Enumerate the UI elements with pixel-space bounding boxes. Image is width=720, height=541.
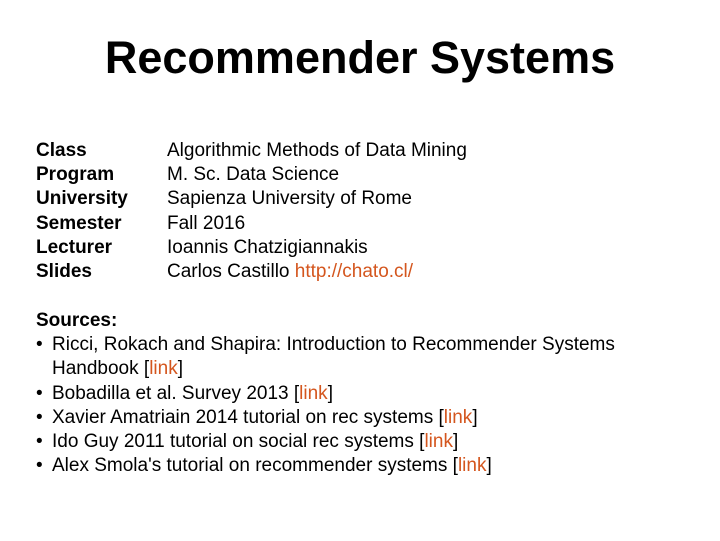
info-value: Algorithmic Methods of Data Mining bbox=[167, 140, 467, 161]
slide-title: Recommender Systems bbox=[104, 32, 616, 83]
info-row-class bbox=[36, 139, 467, 163]
source-text bbox=[52, 454, 696, 478]
info-value: Fall 2016 bbox=[167, 212, 246, 234]
info-row-university bbox=[36, 187, 467, 211]
source-item bbox=[36, 406, 696, 430]
source-link[interactable]: link bbox=[424, 431, 453, 453]
source-bracket: ] bbox=[472, 406, 478, 428]
bullet-icon: • bbox=[36, 382, 43, 404]
source-item bbox=[36, 454, 696, 478]
info-label: Program bbox=[36, 164, 115, 186]
sources-section bbox=[36, 309, 696, 478]
course-info bbox=[36, 139, 467, 284]
source-bracket: ] bbox=[486, 455, 492, 477]
bullet-icon: • bbox=[36, 334, 43, 356]
bullet-icon: • bbox=[36, 406, 43, 428]
bullet-icon: • bbox=[36, 455, 43, 477]
source-bracket: ] bbox=[177, 358, 183, 380]
source-link[interactable]: link bbox=[443, 406, 473, 428]
info-label: Slides bbox=[36, 261, 92, 283]
source-bracket: ] bbox=[452, 431, 459, 453]
source-link[interactable]: link bbox=[299, 382, 328, 404]
source-text bbox=[52, 333, 696, 381]
source-description: Ido Guy 2011 tutorial on social rec systems [ bbox=[52, 431, 425, 453]
source-text bbox=[52, 382, 696, 406]
source-item bbox=[36, 430, 696, 454]
source-text bbox=[52, 406, 696, 430]
info-value: Sapienza University of Rome bbox=[167, 188, 412, 210]
source-item bbox=[36, 382, 696, 406]
source-text bbox=[52, 430, 696, 454]
sources-heading: Sources: bbox=[36, 310, 118, 331]
source-bracket: ] bbox=[327, 382, 333, 404]
info-value bbox=[167, 260, 413, 284]
info-label: Semester bbox=[36, 212, 122, 234]
source-item bbox=[36, 333, 696, 381]
info-label: Class bbox=[36, 140, 87, 161]
info-label: University bbox=[36, 188, 128, 210]
info-label: Lecturer bbox=[36, 236, 113, 258]
slides-url-link[interactable]: http://chato.cl/ bbox=[294, 261, 414, 283]
info-value: Ioannis Chatzigiannakis bbox=[167, 236, 368, 258]
info-row-program bbox=[36, 163, 467, 187]
source-link[interactable]: link bbox=[149, 358, 178, 380]
source-description: Xavier Amatriain 2014 tutorial on rec systems [ bbox=[52, 406, 444, 428]
bullet-icon: • bbox=[36, 431, 43, 453]
info-row-lecturer bbox=[36, 236, 467, 260]
source-link[interactable]: link bbox=[457, 455, 487, 477]
info-row-semester bbox=[36, 212, 467, 236]
info-value: M. Sc. Data Science bbox=[167, 164, 340, 186]
source-description: Alex Smola's tutorial on recommender systems [ bbox=[52, 455, 458, 477]
slides-author: Carlos Castillo bbox=[167, 261, 295, 283]
info-row-slides bbox=[36, 260, 467, 284]
source-description: Ricci, Rokach and Shapira: Introduction to Recommender Systems Handbook [ bbox=[52, 334, 615, 380]
source-description: Bobadilla et al. Survey 2013 [ bbox=[52, 382, 300, 404]
